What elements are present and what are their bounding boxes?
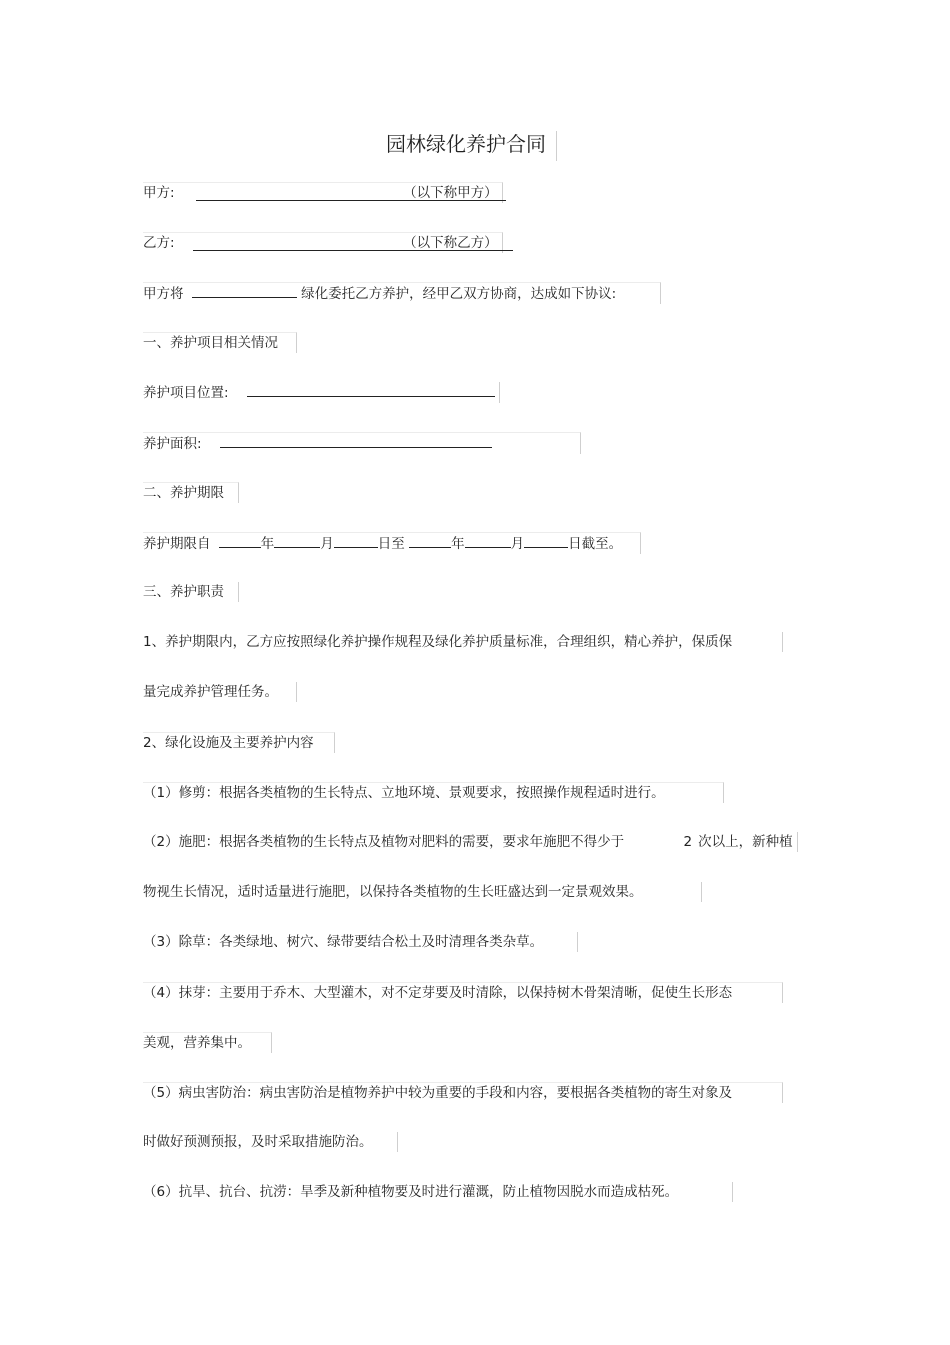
intro-project-blank[interactable] bbox=[192, 283, 297, 298]
intro-suffix: 绿化委托乙方养护，经甲乙双方协商，达成如下协议: bbox=[301, 286, 617, 302]
drought-line: （6）抗旱、抗台、抗涝：旱季及新种植物要及时进行灌溉，防止植物因脱水而造成枯死。 bbox=[143, 1182, 733, 1202]
fertilize-line1 bbox=[143, 832, 798, 852]
end-year-blank[interactable] bbox=[409, 533, 451, 548]
end-month-blank[interactable] bbox=[465, 533, 511, 548]
party-a-blank[interactable] bbox=[199, 183, 399, 197]
end-day-unit: 日截至。 bbox=[568, 536, 623, 552]
section3-heading: 三、养护职责 bbox=[143, 582, 239, 602]
fertilize-line2: 物视生长情况，适时适量进行施肥，以保持各类植物的生长旺盛达到一定景观效果。 bbox=[143, 882, 702, 902]
area-blank[interactable] bbox=[220, 433, 492, 448]
section1-heading: 一、养护项目相关情况 bbox=[143, 332, 297, 353]
sprout-line2: 美观，营养集中。 bbox=[143, 1032, 272, 1053]
start-month-unit: 月 bbox=[320, 536, 334, 552]
section2-heading: 二、养护期限 bbox=[143, 482, 239, 503]
intro-line bbox=[143, 282, 661, 304]
party-b-note: （以下称乙方） bbox=[403, 235, 498, 251]
duty-item1-line1: 1、养护期限内，乙方应按照绿化养护操作规程及绿化养护质量标准，合理组织，精心养护，保质保 bbox=[143, 632, 783, 652]
start-year-unit: 年 bbox=[260, 536, 275, 552]
start-year-blank[interactable] bbox=[219, 533, 261, 548]
location-line bbox=[143, 382, 500, 403]
duty-item2-heading: 2、绿化设施及主要养护内容 bbox=[143, 732, 335, 753]
fertilize-text: （2）施肥：根据各类植物的生长特点及植物对肥料的需要，要求年施肥不得少于 bbox=[143, 834, 625, 850]
party-b-label: 乙方: bbox=[143, 235, 175, 251]
end-month-unit: 月 bbox=[510, 536, 525, 552]
location-label: 养护项目位置: bbox=[143, 385, 229, 401]
period-prefix: 养护期限自 bbox=[143, 536, 211, 552]
area-label: 养护面积: bbox=[143, 436, 202, 452]
location-blank[interactable] bbox=[247, 382, 495, 397]
start-day-blank[interactable] bbox=[334, 533, 378, 548]
party-a-note: （以下称甲方） bbox=[403, 185, 498, 201]
pest-line2: 时做好预测预报，及时采取措施防治。 bbox=[143, 1132, 398, 1152]
start-day-unit: 日至 bbox=[377, 536, 405, 552]
end-day-blank[interactable] bbox=[524, 533, 568, 548]
intro-prefix: 甲方将 bbox=[143, 286, 184, 302]
fertilize-tail: 次以上，新种植 bbox=[698, 834, 793, 850]
party-b-underline bbox=[193, 250, 513, 251]
party-a-label: 甲方: bbox=[143, 185, 175, 201]
duty-item1-line2: 量完成养护管理任务。 bbox=[143, 682, 297, 702]
party-a-underline bbox=[196, 200, 506, 201]
fertilize-count: 2 bbox=[683, 834, 693, 850]
page-title: 园林绿化养护合同 bbox=[386, 131, 557, 161]
area-line bbox=[143, 432, 581, 454]
end-year-unit: 年 bbox=[451, 536, 465, 552]
pruning-line: （1）修剪：根据各类植物的生长特点、立地环境、景观要求，按照操作规程适时进行。 bbox=[143, 782, 724, 803]
party-b-blank[interactable] bbox=[199, 233, 399, 247]
period-line bbox=[143, 532, 641, 554]
pest-line1: （5）病虫害防治：病虫害防治是植物养护中较为重要的手段和内容，要根据各类植物的寄生对象及 bbox=[143, 1082, 783, 1103]
start-month-blank[interactable] bbox=[274, 533, 320, 548]
sprout-line1: （4）抹芽：主要用于乔木、大型灌木，对不定芽要及时清除，以保持树木骨架清晰，促使生长形态 bbox=[143, 982, 783, 1003]
weeding-line: （3）除草：各类绿地、树穴、绿带要结合松土及时清理各类杂草。 bbox=[143, 932, 578, 952]
